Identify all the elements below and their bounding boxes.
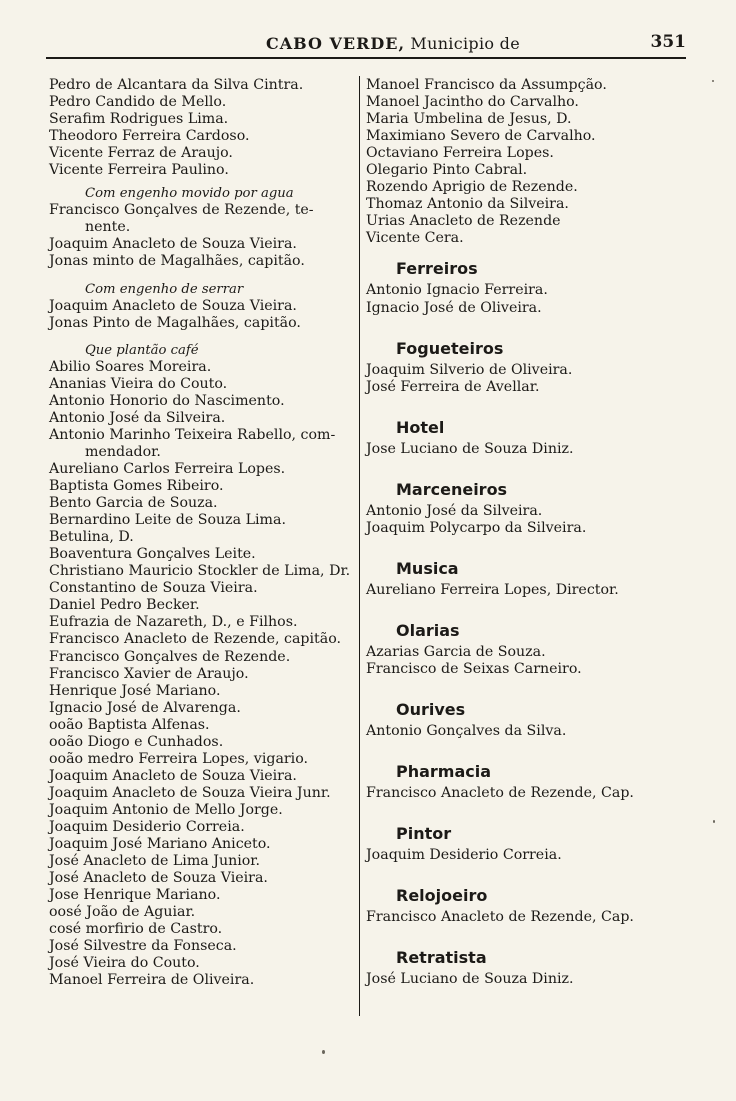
paper-speck [712, 80, 714, 82]
directory-entry: Antonio Gonçalves da Silva. [366, 722, 567, 739]
directory-entry: Christiano Mauricio Stockler de Lima, Dr. [49, 563, 351, 580]
directory-entry: Francisco Xavier de Araujo. [49, 665, 249, 682]
directory-entry: Francisco Anacleto de Rezende, Cap. [366, 909, 634, 926]
section-heading: Relojoeiro [396, 886, 488, 906]
directory-entry: Bento Garcia de Souza. [49, 495, 218, 512]
directory-entry: ooão Diogo e Cunhados. [49, 733, 224, 750]
directory-entry: Serafim Rodrigues Lima. [49, 111, 229, 128]
directory-entry: Rozendo Aprigio de Rezende. [366, 179, 578, 196]
directory-entry: Pedro de Alcantara da Silva Cintra. [49, 77, 304, 93]
section-heading: Pintor [396, 824, 452, 844]
directory-entry: Ignacio José de Oliveira. [366, 299, 542, 316]
directory-entry: Manoel Jacintho do Carvalho. [366, 94, 579, 111]
directory-entry: Joaquim Desiderio Correia. [49, 818, 245, 835]
paper-speck [713, 820, 715, 823]
header-rule [46, 57, 686, 59]
directory-entry: Baptista Gomes Ribeiro. [49, 478, 224, 495]
directory-entry: José Vieira do Couto. [49, 955, 200, 972]
directory-entry: Pedro Candido de Mello. [49, 94, 227, 111]
entry-continuation: mendador. [85, 443, 161, 460]
directory-entry: oosé João de Aguiar. [49, 904, 196, 921]
directory-entry: Antonio Honorio do Nascimento. [49, 392, 285, 409]
directory-entry: Maria Umbelina de Jesus, D. [366, 111, 572, 128]
directory-entry: José Anacleto de Lima Junior. [49, 853, 261, 870]
directory-entry: cosé morfirio de Castro. [49, 921, 223, 938]
directory-entry: ooão medro Ferreira Lopes, vigario. [49, 750, 309, 767]
directory-entry: Joaquim Anacleto de Souza Vieira. [49, 767, 297, 784]
directory-entry: Antonio José da Silveira. [49, 409, 226, 426]
directory-entry: Thomaz Antonio da Silveira. [366, 196, 569, 213]
right-column [366, 77, 696, 988]
directory-entry: Abilio Soares Moreira. [49, 358, 212, 375]
running-title-place: CABO VERDE, [266, 34, 406, 53]
directory-entry: Joaquim Anacleto de Souza Vieira Junr. [49, 784, 331, 801]
directory-entry: Francisco Gonçalves de Rezende, te- [49, 202, 314, 219]
directory-entry: José Luciano de Souza Diniz. [366, 971, 574, 988]
section-heading: Musica [396, 558, 459, 578]
directory-entry: Daniel Pedro Becker. [49, 597, 200, 614]
directory-entry: Manoel Francisco da Assumpção. [366, 77, 607, 93]
directory-entry: Francisco Anacleto de Rezende, capitão. [49, 631, 342, 648]
directory-entry: Joaquim Desiderio Correia. [366, 847, 562, 864]
section-heading: Pharmacia [396, 761, 492, 781]
directory-entry: Joaquim Antonio de Mello Jorge. [49, 801, 283, 818]
directory-entry: Ignacio José de Alvarenga. [49, 699, 241, 716]
directory-entry: Ananias Vieira do Couto. [49, 375, 228, 392]
section-heading: Hotel [396, 417, 445, 437]
directory-entry: Joaquim Polycarpo da Silveira. [366, 519, 587, 536]
directory-entry: Francisco Gonçalves de Rezende. [49, 648, 291, 665]
directory-entry: Vicente Cera. [366, 230, 464, 247]
directory-entry: Joaquim Anacleto de Souza Vieira. [49, 297, 297, 314]
directory-entry: Octaviano Ferreira Lopes. [366, 145, 554, 162]
section-heading: Retratista [396, 948, 487, 968]
entry-continuation: nente. [85, 219, 131, 236]
paper-speck [322, 1050, 325, 1054]
directory-entry: Constantino de Souza Vieira. [49, 580, 258, 597]
directory-entry: Antonio Marinho Teixeira Rabello, com- [49, 426, 336, 443]
directory-entry: Urias Anacleto de Rezende [366, 213, 561, 230]
directory-entry: Jose Luciano de Souza Diniz. [366, 440, 574, 457]
subheading: Que plantão café [85, 342, 199, 358]
directory-entry: Olegario Pinto Cabral. [366, 162, 528, 179]
directory-entry: Aureliano Carlos Ferreira Lopes. [49, 460, 286, 477]
directory-entry: Boaventura Gonçalves Leite. [49, 546, 256, 563]
subheading: Com engenho movido por agua [85, 186, 294, 202]
directory-entry: Jose Henrique Mariano. [49, 887, 221, 904]
running-title-rest: Municipio de [405, 34, 520, 53]
directory-entry: Francisco de Seixas Carneiro. [366, 660, 582, 677]
subheading: Com engenho de serrar [85, 281, 244, 297]
directory-entry: Antonio José da Silveira. [366, 502, 543, 519]
directory-entry: Theodoro Ferreira Cardoso. [49, 128, 250, 145]
directory-entry: ooão Baptista Alfenas. [49, 716, 210, 733]
directory-entry: Francisco Anacleto de Rezende, Cap. [366, 784, 634, 801]
directory-entry: Betulina, D. [49, 529, 134, 546]
directory-entry: Azarias Garcia de Souza. [366, 643, 546, 660]
directory-entry: Joaquim José Mariano Aniceto. [49, 836, 271, 853]
section-heading: Fogueteiros [396, 338, 504, 358]
directory-entry: Henrique José Mariano. [49, 682, 221, 699]
directory-entry: Vicente Ferraz de Araujo. [49, 145, 233, 162]
running-title [266, 34, 520, 53]
page-header [46, 30, 686, 54]
section-heading: Ourives [396, 699, 466, 719]
directory-entry: Jonas Pinto de Magalhães, capitão. [49, 314, 301, 331]
directory-entry: José Anacleto de Souza Vieira. [49, 870, 268, 887]
directory-entry: Joaquim Anacleto de Souza Vieira. [49, 236, 297, 253]
directory-entry: Vicente Ferreira Paulino. [49, 162, 229, 179]
directory-entry: José Silvestre da Fonseca. [49, 938, 237, 955]
left-column [49, 77, 357, 989]
directory-entry: Joaquim Silverio de Oliveira. [366, 361, 573, 378]
directory-entry: Maximiano Severo de Carvalho. [366, 128, 596, 145]
page-number: 351 [650, 32, 686, 52]
directory-entry: Eufrazia de Nazareth, D., e Filhos. [49, 614, 298, 631]
directory-entry: José Ferreira de Avellar. [366, 378, 540, 395]
directory-entry: Bernardino Leite de Souza Lima. [49, 512, 286, 529]
column-divider [359, 76, 360, 1016]
directory-entry: Antonio Ignacio Ferreira. [366, 282, 548, 299]
directory-entry: Jonas minto de Magalhães, capitão. [49, 253, 305, 270]
directory-entry: Aureliano Ferreira Lopes, Director. [366, 581, 619, 598]
section-heading: Marceneiros [396, 479, 508, 499]
directory-entry: Manoel Ferreira de Oliveira. [49, 972, 255, 989]
section-heading: Ferreiros [396, 259, 478, 279]
section-heading: Olarias [396, 620, 460, 640]
